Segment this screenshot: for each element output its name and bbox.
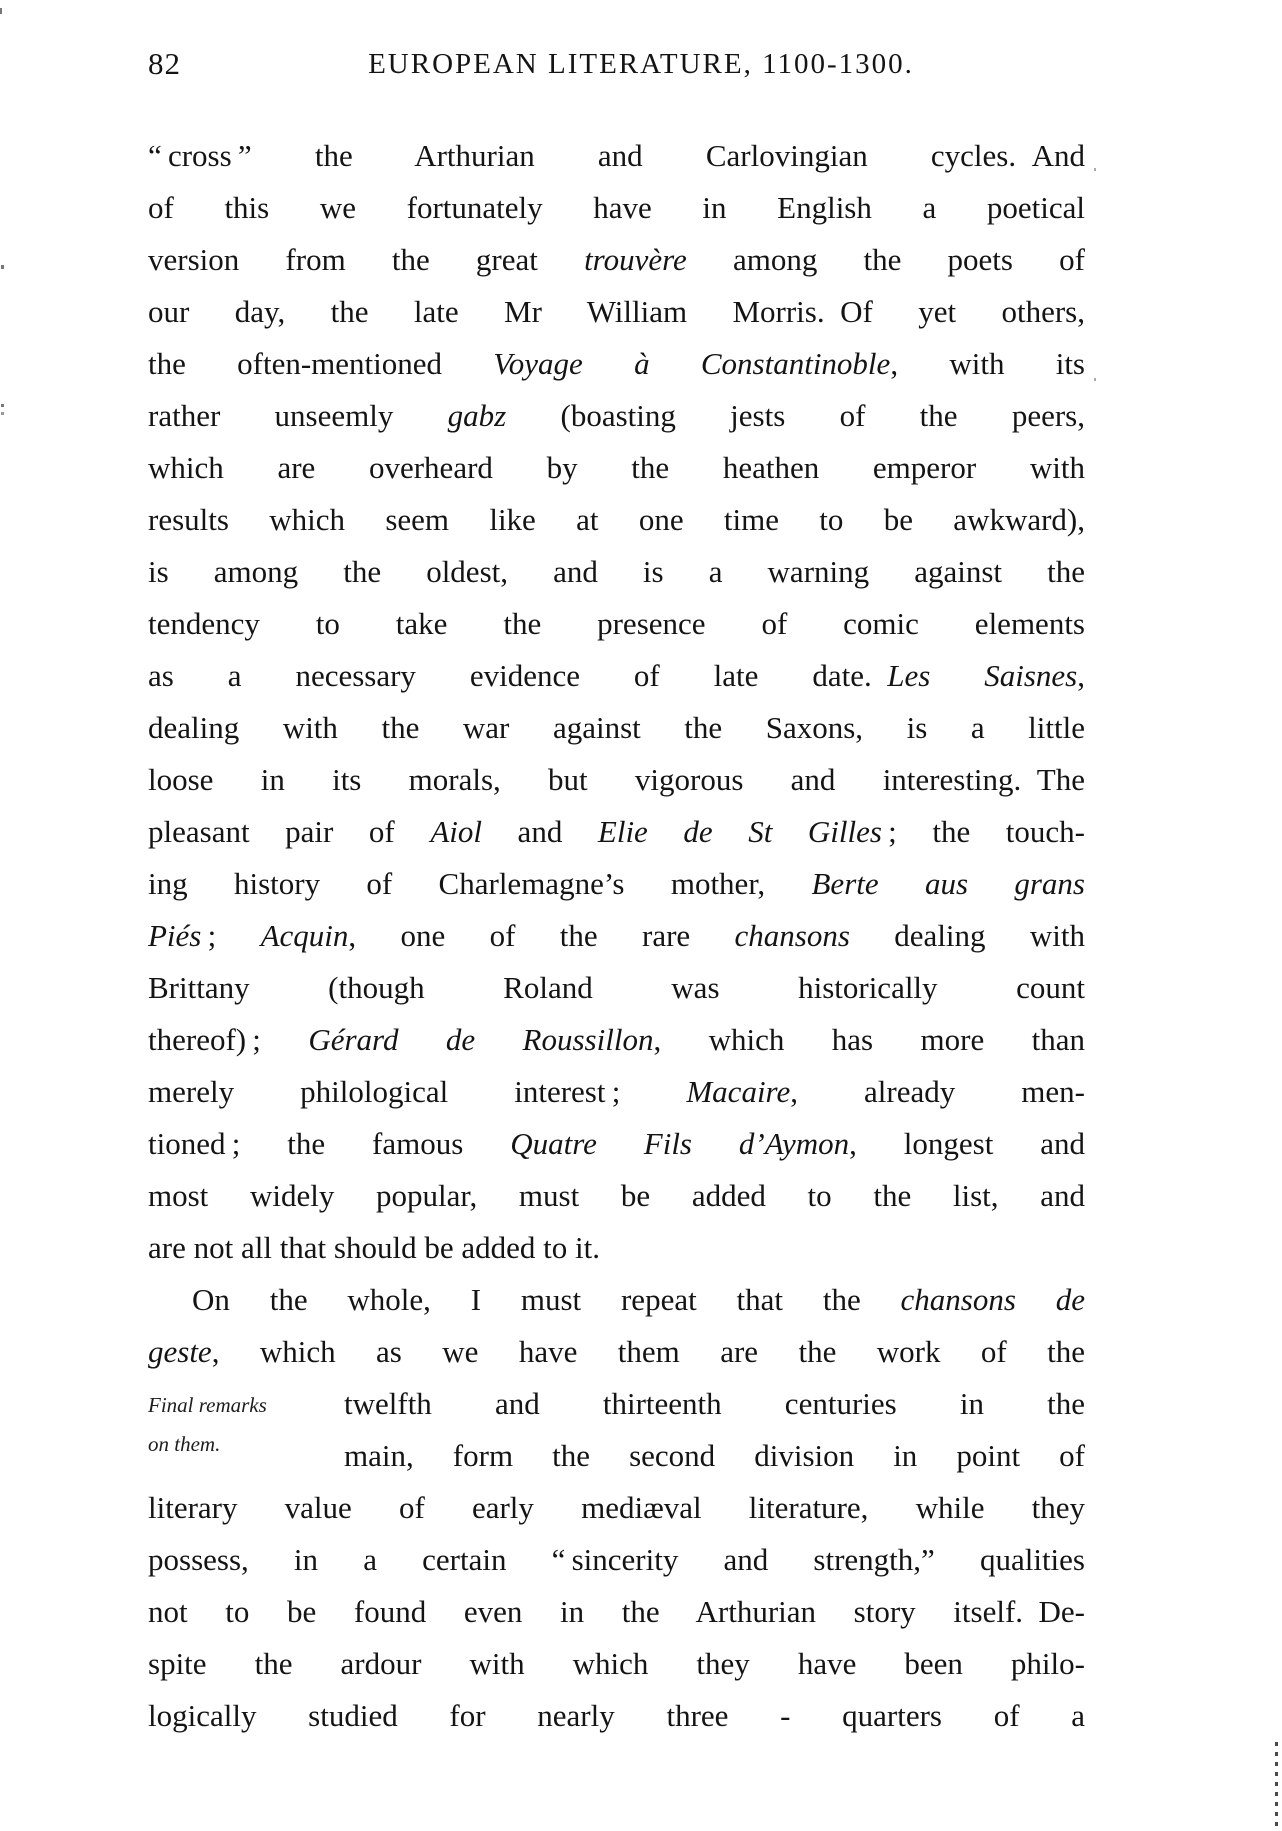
margin-note-line: on them.: [148, 1432, 221, 1456]
italic-text: Macaire: [686, 1074, 791, 1109]
roman-text: dealing with: [849, 918, 1086, 953]
text-line: [148, 858, 1085, 910]
scan-artifact: [1, 412, 4, 415]
roman-text: logically studied for nearly three - quarters of a: [148, 1698, 1085, 1733]
roman-text: twelfth and thirteenth centuries in the: [344, 1386, 1085, 1421]
roman-text: as a necessary evidence of late date.: [148, 658, 888, 693]
roman-text: Brittany (though Roland was historically count: [148, 970, 1085, 1005]
text-line: [148, 442, 1085, 494]
italic-text: Acquin: [260, 918, 349, 953]
roman-text: ,: [1077, 658, 1085, 693]
roman-text: , which as we have them are the work of the: [211, 1334, 1085, 1369]
italic-text: geste: [148, 1334, 212, 1369]
italic-text: Aiol: [430, 814, 482, 849]
body-text: [148, 130, 1085, 1742]
roman-text: is among the oldest, and is a warning against the: [148, 554, 1085, 589]
scan-artifact: [1, 404, 4, 407]
italic-text: chansons: [734, 918, 850, 953]
roman-text: which are overheard by the heathen emperor with: [148, 450, 1085, 485]
scan-artifact: [1094, 168, 1096, 171]
roman-text: possess, in a certain “ sincerity and strength,” qualities: [148, 1542, 1085, 1577]
text-line: [148, 130, 1085, 182]
text-line: [148, 1170, 1085, 1222]
text-line: [148, 702, 1085, 754]
roman-text: dealing with the war against the Saxons, is a little: [148, 710, 1085, 745]
scan-artifact: [1094, 378, 1096, 381]
scan-artifact: [1, 265, 4, 269]
roman-text: the often-mentioned: [148, 346, 494, 381]
roman-text: results which seem like at one time to be awkward),: [148, 502, 1085, 537]
roman-text: not to be found even in the Arthurian story itself. De-: [148, 1594, 1085, 1629]
italic-text: Piés: [148, 918, 202, 953]
text-line: [148, 1014, 1085, 1066]
text-line: [148, 390, 1085, 442]
text-line: [148, 1690, 1085, 1742]
text-line: [148, 182, 1085, 234]
margin-note-line: Final remarks: [148, 1393, 267, 1417]
roman-text: , already men-: [790, 1074, 1085, 1109]
text-line: [148, 1326, 1085, 1378]
roman-text: , one of the rare: [348, 918, 735, 953]
italic-text: Gérard de Roussillon: [308, 1022, 654, 1057]
roman-text: and: [481, 814, 598, 849]
scan-artifact: [1275, 1742, 1278, 1828]
text-line: [148, 338, 1085, 390]
roman-text: among the poets of: [686, 242, 1085, 277]
roman-text: are not all that should be added to it.: [148, 1230, 600, 1265]
text-line: [148, 1118, 1085, 1170]
page-number: 82: [148, 46, 181, 81]
italic-text: Quatre Fils d’Aymon: [510, 1126, 850, 1161]
text-line: [148, 1378, 1085, 1430]
italic-text: Berte aus grans: [811, 866, 1085, 901]
roman-text: of this we fortunately have in English a poetical: [148, 190, 1085, 225]
text-line: [148, 650, 1085, 702]
running-header: [0, 44, 1282, 84]
text-line: [148, 910, 1085, 962]
text-line: [148, 806, 1085, 858]
italic-text: Les Saisnes: [887, 658, 1078, 693]
text-line: [148, 754, 1085, 806]
scan-artifact: [0, 8, 2, 14]
roman-text: , longest and: [849, 1126, 1086, 1161]
italic-text: trouvère: [584, 242, 687, 277]
roman-text: “ cross ” the Arthurian and Carlovingian cycles. And: [148, 138, 1085, 173]
running-title: EUROPEAN LITERATURE, 1100-1300.: [368, 48, 914, 80]
roman-text: tioned ; the famous: [148, 1126, 511, 1161]
roman-text: spite the ardour with which they have been philo-: [148, 1646, 1085, 1681]
text-line: [148, 494, 1085, 546]
roman-text: literary value of early mediæval literature, while they: [148, 1490, 1085, 1525]
text-line: [148, 1222, 1085, 1274]
text-line: [148, 1638, 1085, 1690]
italic-text: Elie de St Gilles: [597, 814, 882, 849]
roman-text: thereof) ;: [148, 1022, 309, 1057]
italic-text: Voyage à Constantinoble: [493, 346, 891, 381]
text-line: [148, 1586, 1085, 1638]
text-line: [148, 1482, 1085, 1534]
text-line: [148, 962, 1085, 1014]
text-line: [148, 1430, 1085, 1482]
roman-text: , which has more than: [653, 1022, 1085, 1057]
roman-text: most widely popular, must be added to the list, and: [148, 1178, 1085, 1213]
text-line: [148, 598, 1085, 650]
roman-text: , with its: [890, 346, 1086, 381]
roman-text: our day, the late Mr William Morris. Of yet others,: [148, 294, 1085, 329]
roman-text: merely philological interest ;: [148, 1074, 687, 1109]
roman-text: version from the great: [148, 242, 585, 277]
roman-text: loose in its morals, but vigorous and interesting. The: [148, 762, 1085, 797]
roman-text: On the whole, I must repeat that the: [192, 1282, 901, 1317]
roman-text: ing history of Charlemagne’s mother,: [148, 866, 812, 901]
text-line: [148, 1534, 1085, 1586]
roman-text: (boasting jests of the peers,: [506, 398, 1085, 433]
text-line: [148, 546, 1085, 598]
roman-text: main, form the second division in point of: [344, 1438, 1085, 1473]
roman-text: pleasant pair of: [148, 814, 431, 849]
italic-text: gabz: [447, 398, 507, 433]
roman-text: ;: [201, 918, 261, 953]
text-line: [148, 1066, 1085, 1118]
roman-text: ; the touch-: [881, 814, 1085, 849]
italic-text: chansons de: [900, 1282, 1085, 1317]
text-line: [148, 286, 1085, 338]
text-line: [148, 234, 1085, 286]
text-line: [148, 1274, 1085, 1326]
roman-text: tendency to take the presence of comic elements: [148, 606, 1085, 641]
roman-text: rather unseemly: [148, 398, 448, 433]
